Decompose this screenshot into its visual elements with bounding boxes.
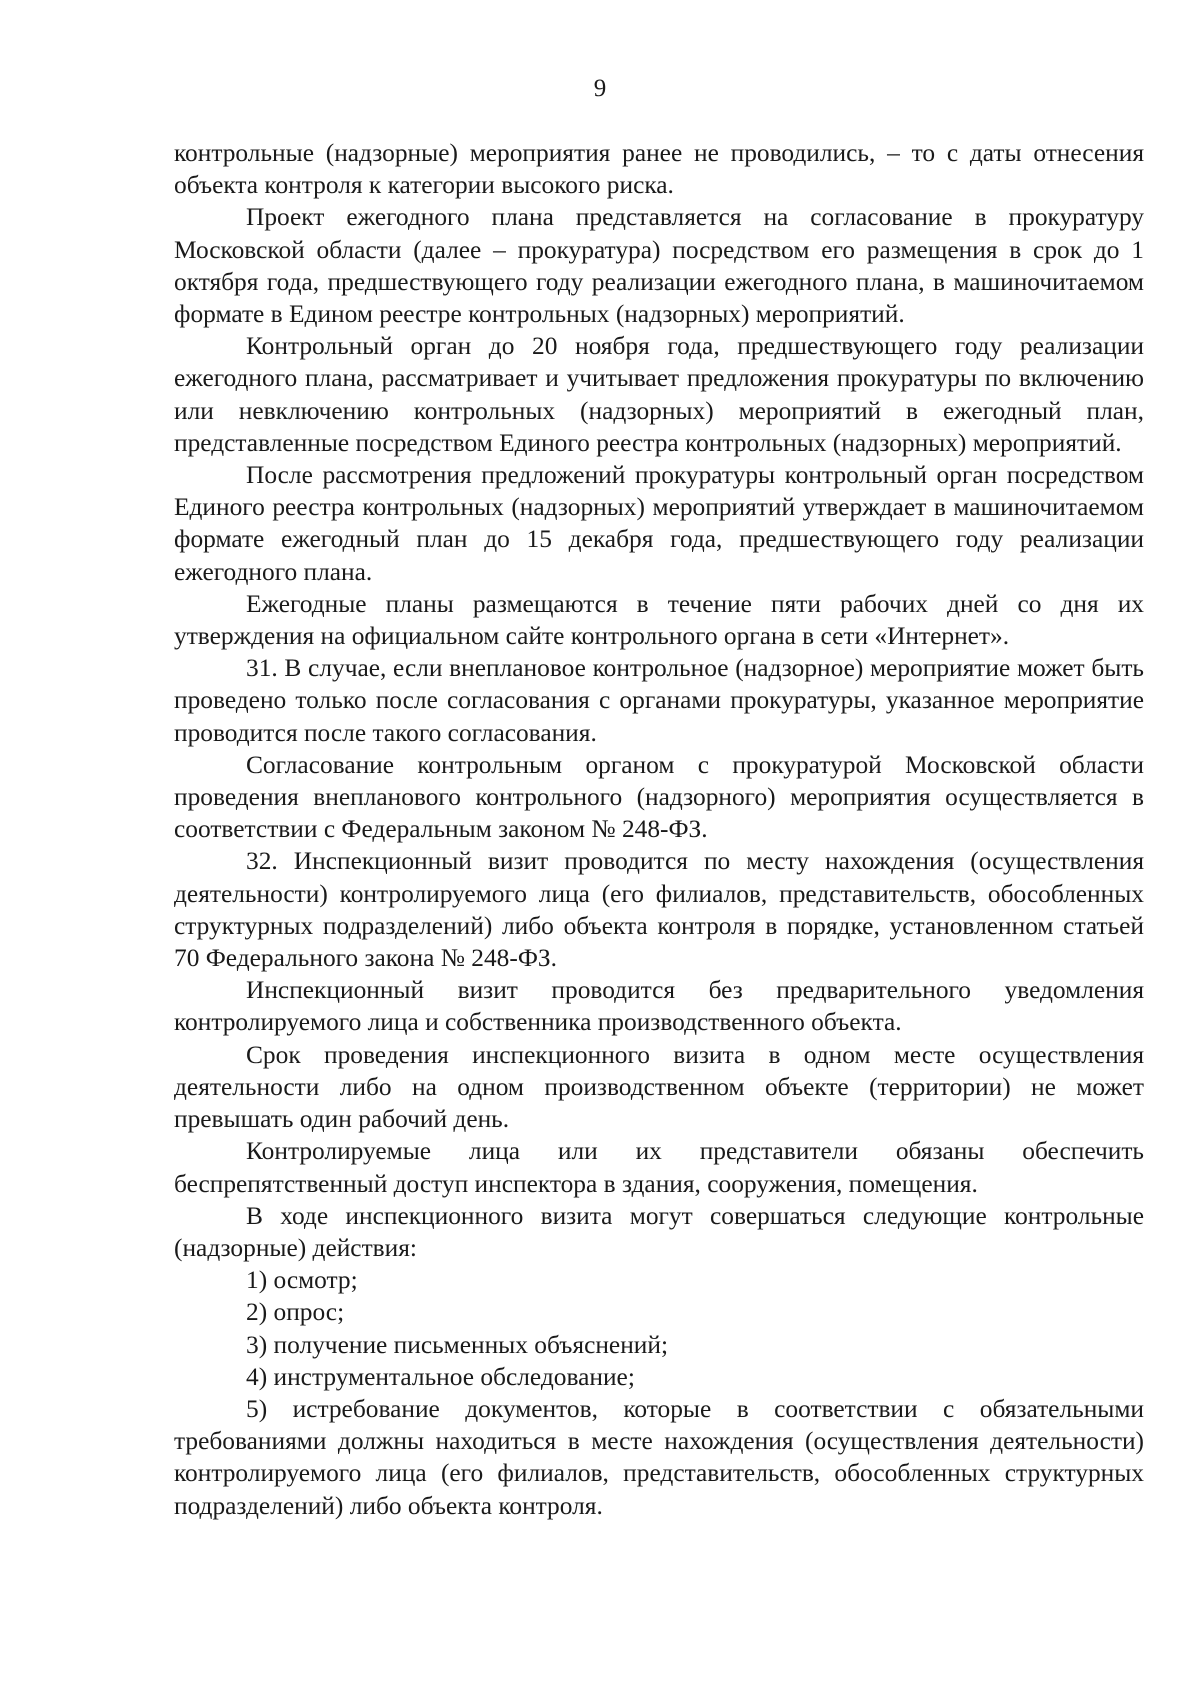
document-body [174, 137, 1144, 1522]
paragraph: Ежегодные планы размещаются в течение пяти рабочих дней со дня их утверждения на официальном сайте контрольного органа в сети «Интернет». [174, 589, 1144, 651]
paragraph: Согласование контрольным органом с прокуратурой Московской области проведения внепланового контрольного (надзорного) мероприятия осуществляется в соответствии с Федеральным законом № 248-ФЗ. [174, 750, 1144, 844]
paragraph: После рассмотрения предложений прокуратуры контрольный орган посредством Единого реестра контрольных (надзорных) мероприятий утверждает в машиночитаемом формате ежегодный план до 15 декабря года, предшествующего году реализации ежегодного плана. [174, 461, 1144, 586]
list-item: 5) истребование документов, которые в соответствии с обязательными требованиями должны находиться в месте нахождения (осуществления деятельности) контролируемого лица (его филиалов, представительств, обособленных структурных подразделений) либо объекта контроля. [174, 1394, 1144, 1520]
paragraph-list-intro: В ходе инспекционного визита могут совершаться следующие контрольные (надзорные) действия: [174, 1201, 1144, 1262]
paragraph: Проект ежегодного плана представляется на согласование в прокуратуру Московской области (далее – прокуратура) посредством его размещения в срок до 1 октября года, предшествующего году реализации ежегодного плана, в машиночитаемом формате в Едином реестре контрольных (надзорных) мероприятий. [174, 203, 1144, 329]
paragraph-continuation: контрольные (надзорные) мероприятия ранее не проводились, – то с даты отнесения объекта контроля к категории высокого риска. [174, 139, 1144, 200]
list-item: 4) инструментальное обследование; [246, 1362, 635, 1391]
paragraph: Инспекционный визит проводится без предварительного уведомления контролируемого лица и собственника производственного объекта. [174, 976, 1144, 1037]
paragraph-clause-31: 31. В случае, если внеплановое контрольное (надзорное) мероприятие может быть проведено только после согласования с органами прокуратуры, указанное мероприятие проводится после такого согласования. [174, 654, 1144, 747]
list-item: 3) получение письменных объяснений; [246, 1330, 669, 1359]
list-item: 2) опрос; [246, 1298, 345, 1327]
list-item: 1) осмотр; [246, 1266, 358, 1295]
paragraph: Срок проведения инспекционного визита в одном месте осуществления деятельности либо на одном производственном объекте (территории) не может превышать один рабочий день. [174, 1040, 1144, 1134]
paragraph-clause-32: 32. Инспекционный визит проводится по месту нахождения (осуществления деятельности) контролируемого лица (его филиалов, представительств, обособленных структурных подразделений) либо объекта контроля в порядке, установленном статьей 70 Федерального закона № 248-ФЗ. [174, 847, 1144, 973]
page-number: 9 [593, 75, 607, 102]
paragraph: Контролируемые лица или их представители обязаны обеспечить беспрепятственный доступ инспектора в здания, сооружения, помещения. [174, 1137, 1144, 1198]
paragraph: Контрольный орган до 20 ноября года, предшествующего году реализации ежегодного плана, рассматривает и учитывает предложения прокуратуры по включению или невключению контрольных (надзорных) мероприятий в ежегодный план, представленные посредством Единого реестра контрольных (надзорных) мероприятий. [174, 332, 1144, 457]
